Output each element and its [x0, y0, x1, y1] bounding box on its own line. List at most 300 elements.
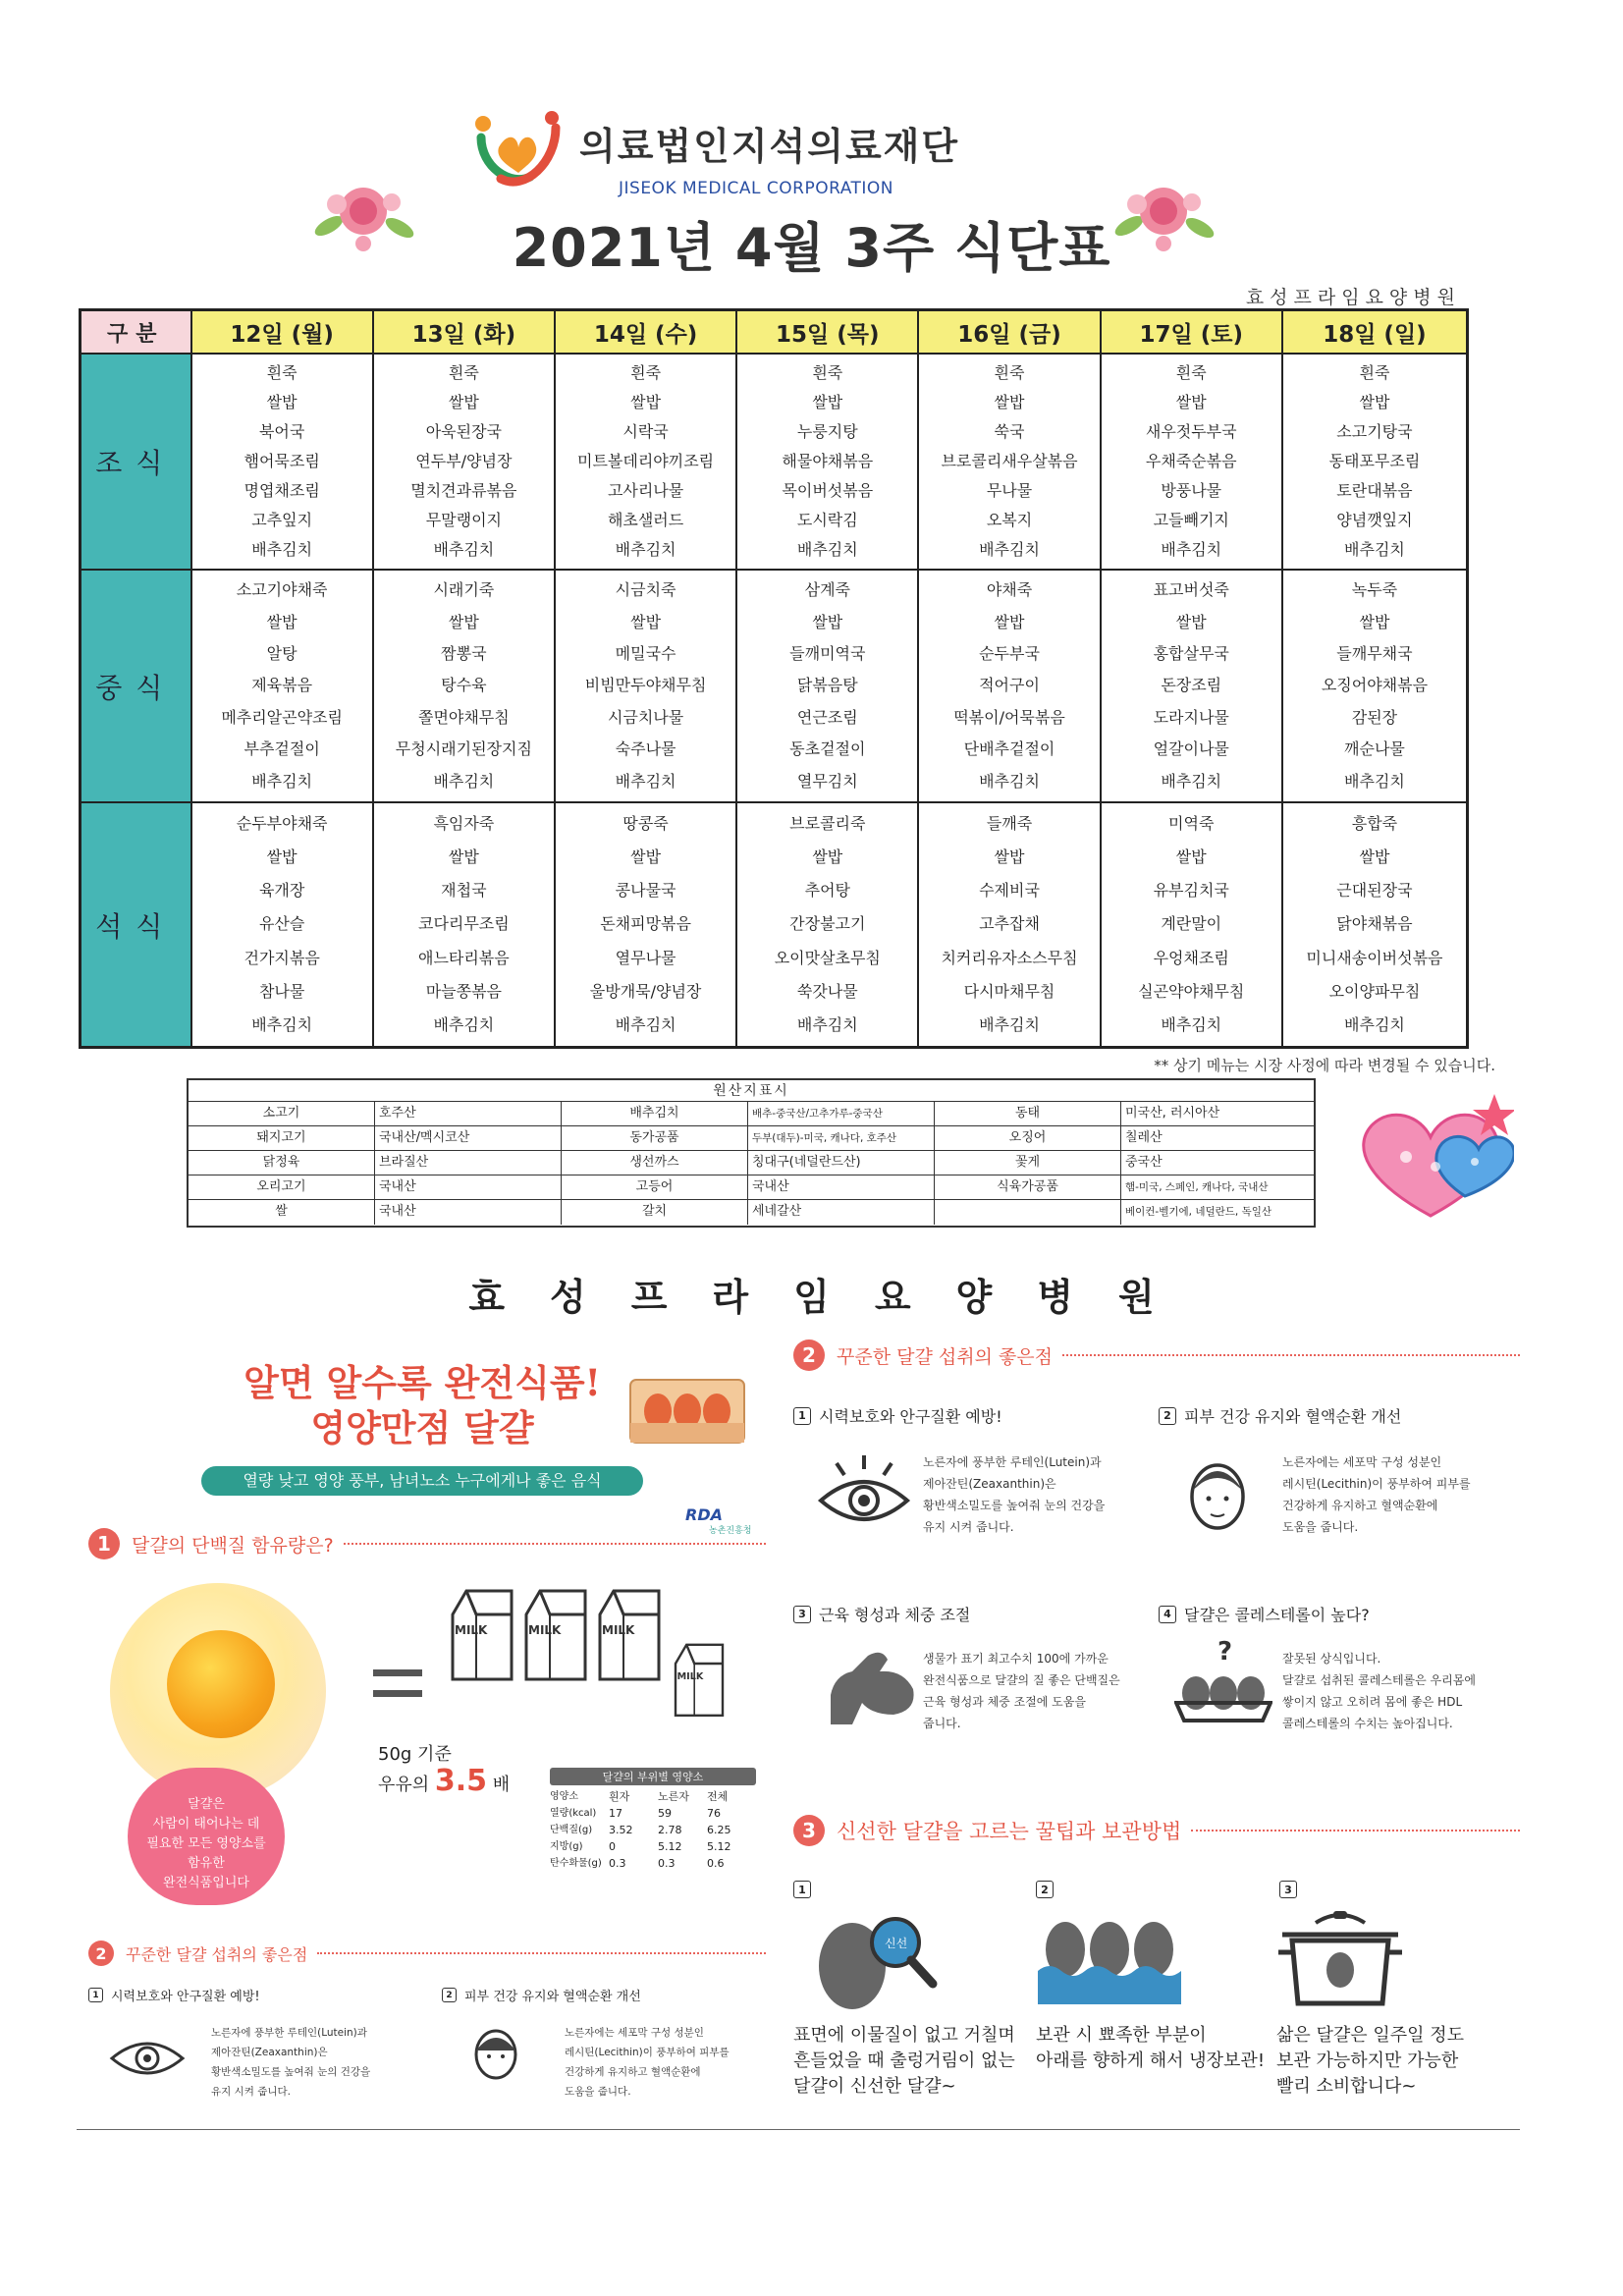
day-header: 16일 (금) — [919, 311, 1101, 353]
origin-item: 동태 — [935, 1102, 1121, 1126]
corner-label: 구분 — [81, 311, 192, 353]
menu-item: 방풍나물 — [1161, 481, 1222, 500]
menu-item: 쌀밥 — [994, 393, 1025, 411]
menu-item: 열무나물 — [615, 948, 676, 967]
menu-item: 다시마채무침 — [963, 981, 1055, 1001]
nutrition-row — [550, 1822, 756, 1838]
section-number: 3 — [793, 1815, 825, 1846]
menu-item: 순두부야채죽 — [236, 814, 328, 834]
menu-item: 우채죽순볶음 — [1145, 452, 1237, 470]
menu-item: 고들빼기지 — [1153, 511, 1229, 529]
menu-day-cell — [737, 355, 919, 569]
menu-item: 쌀밥 — [630, 847, 662, 867]
nutrition-row — [550, 1805, 756, 1822]
desc-line: 레시틴(Lecithin)이 풍부하여 피부를 — [1282, 1477, 1471, 1491]
menu-item: 오이맛살초무침 — [774, 948, 881, 967]
menu-item: 고추잡채 — [979, 914, 1040, 934]
section-title: 꾸준한 달걀 섭취의 좋은점 — [837, 1345, 1054, 1368]
menu-item: 배추김치 — [433, 540, 495, 559]
milk-carton-icon — [670, 1640, 729, 1719]
menu-item: 쌀밥 — [630, 393, 662, 411]
menu-item: 유산슬 — [258, 914, 305, 934]
nutrition-cell: 0.3 — [658, 1857, 676, 1870]
egg-headline-line1: 알면 알수록 완전식품! — [243, 1361, 601, 1404]
menu-item: 근대된장국 — [1336, 881, 1413, 901]
nutrition-cell: 59 — [658, 1807, 672, 1820]
nutrition-cell: 2.78 — [658, 1824, 682, 1836]
section-2-heading-left — [88, 1941, 766, 1966]
hearts-decoration-icon — [1347, 1088, 1514, 1226]
menu-item: 메밀국수 — [615, 644, 676, 664]
org-name-kr: 의료법인지석의료재단 — [579, 125, 960, 168]
menu-item: 홍합살무국 — [1153, 644, 1229, 664]
desc-line: 노른자에 풍부한 루테인(Lutein)과 — [211, 2027, 367, 2039]
section-number: 1 — [88, 1528, 120, 1559]
origin-item: 쌀 — [189, 1200, 375, 1225]
benefit-heading — [1159, 1404, 1401, 1427]
menu-item: 무나물 — [986, 481, 1033, 500]
menu-day-cell — [192, 355, 374, 569]
egg-carton-icon — [628, 1370, 746, 1449]
origin-item: 오리고기 — [189, 1175, 375, 1200]
menu-item: 흰죽 — [1175, 363, 1207, 382]
menu-item: 햄어묵조림 — [243, 452, 320, 470]
menu-item: 미트볼데리야끼조림 — [577, 452, 715, 470]
tip-line: 빨리 소비합니다~ — [1276, 2076, 1417, 2097]
meal-row-2 — [81, 803, 1466, 1046]
origin-country: 칭대구(네덜란드산) — [748, 1151, 935, 1175]
menu-item: 열무김치 — [796, 771, 858, 791]
benefit-title: 피부 건강 유지와 혈액순환 개선 — [1184, 1407, 1402, 1426]
menu-item: 아욱된장국 — [425, 422, 502, 441]
menu-day-cell — [1102, 571, 1283, 801]
menu-item: 시금치죽 — [615, 580, 676, 600]
eye-icon — [815, 1453, 913, 1532]
menu-item: 쌀밥 — [812, 612, 843, 631]
origin-country: 국내산 — [375, 1175, 562, 1200]
menu-item: 제육볶음 — [251, 676, 313, 695]
desc-line: 황반색소밀도를 높여줘 눈의 건강을 — [211, 2066, 371, 2078]
nutrition-cell: 0.3 — [609, 1857, 626, 1870]
egg-yolk-icon — [167, 1630, 275, 1738]
desc-line: 유지 시켜 줍니다. — [923, 1520, 1014, 1534]
menu-day-cell — [1283, 571, 1466, 801]
tip-line: 보관 가능하지만 가능한 — [1276, 2050, 1459, 2071]
tip-number: 1 — [793, 1881, 811, 1898]
origin-table — [187, 1078, 1316, 1228]
org-name-en: JISEOK MEDICAL CORPORATION — [619, 179, 894, 198]
menu-item: 수제비국 — [979, 881, 1040, 901]
menu-item: 흰죽 — [448, 363, 479, 382]
menu-item: 쌀밥 — [994, 847, 1025, 867]
origin-item: 닭정육 — [189, 1151, 375, 1175]
menu-item: 알탕 — [266, 644, 298, 664]
nutrition-cell: 5.12 — [658, 1840, 682, 1853]
nutrition-row — [550, 1838, 756, 1855]
menu-day-cell — [556, 803, 737, 1046]
nutrition-cell: 76 — [707, 1807, 721, 1820]
bubble-line: 완전식품입니다 — [163, 1876, 249, 1890]
benefit-number: 1 — [88, 1988, 103, 2002]
menu-item: 들깨죽 — [986, 814, 1033, 834]
menu-item: 브로콜리죽 — [789, 814, 866, 834]
menu-item: 배추김치 — [1344, 771, 1405, 791]
boiling-pot-icon — [1276, 1905, 1404, 2013]
menu-item: 들깨무채국 — [1336, 644, 1413, 664]
menu-item: 쌀밥 — [1359, 612, 1390, 631]
milk-label: MILK — [602, 1623, 635, 1637]
tip-line: 표면에 이물질이 없고 거칠며 — [793, 2025, 1015, 2046]
section-number: 2 — [793, 1339, 825, 1371]
menu-item: 얼갈이나물 — [1153, 739, 1229, 759]
bubble-line: 필요한 모든 영양소를 — [146, 1836, 266, 1851]
tip-text-2 — [1036, 2023, 1265, 2074]
nutrition-header-cell: 흰자 — [609, 1790, 630, 1803]
nutrition-cell: 지방(g) — [550, 1841, 583, 1852]
benefit-heading — [442, 1986, 641, 2004]
day-header: 12일 (월) — [192, 311, 374, 353]
menu-item: 쌀밥 — [448, 393, 479, 411]
menu-item: 흰죽 — [266, 363, 298, 382]
menu-item: 흑임자죽 — [433, 814, 495, 834]
origin-country: 호주산 — [375, 1102, 562, 1126]
menu-item: 도라지나물 — [1153, 707, 1229, 727]
benefit-heading — [793, 1404, 1002, 1427]
menu-item: 배추김치 — [251, 540, 313, 559]
nutrition-cell: 5.12 — [707, 1840, 731, 1853]
day-header: 14일 (수) — [556, 311, 737, 353]
nutrition-cell: 탄수화물(g) — [550, 1858, 602, 1869]
menu-item: 배추김치 — [615, 1014, 676, 1034]
origin-item: 돼지고기 — [189, 1126, 375, 1151]
origin-country: 미국산, 러시아산 — [1121, 1102, 1314, 1126]
desc-line: 생물가 표기 최고수치 100에 가까운 — [923, 1652, 1109, 1666]
menu-day-cell — [192, 803, 374, 1046]
section-divider — [1062, 1354, 1520, 1356]
benefit-description-2 — [1282, 1451, 1471, 1538]
menu-item: 배추김치 — [796, 540, 858, 559]
nutrition-cell: 0 — [609, 1840, 616, 1853]
menu-header-row — [81, 311, 1466, 355]
meal-label: 중식 — [81, 571, 192, 801]
menu-item: 쌀밥 — [812, 847, 843, 867]
menu-day-cell — [374, 571, 556, 801]
menu-item: 탕수육 — [441, 676, 487, 695]
tip-number: 3 — [1279, 1881, 1297, 1898]
menu-item: 흰죽 — [994, 363, 1025, 382]
menu-item: 계란말이 — [1161, 914, 1222, 934]
menu-item: 누룽지탕 — [796, 422, 858, 441]
menu-item: 배추김치 — [979, 540, 1040, 559]
meal-label: 조식 — [81, 355, 192, 569]
menu-item: 부추겉절이 — [243, 739, 320, 759]
origin-country: 중국산 — [1121, 1151, 1314, 1175]
menu-item: 토란대볶음 — [1336, 481, 1413, 500]
origin-item: 꽃게 — [935, 1151, 1121, 1175]
milk-base-label: 50g 기준 — [378, 1744, 452, 1765]
menu-day-cell — [919, 355, 1101, 569]
desc-line: 황반색소밀도를 높여줘 눈의 건강을 — [923, 1499, 1106, 1512]
menu-item: 참나물 — [258, 981, 305, 1001]
tip-line: 아래를 향하게 해서 냉장보관! — [1036, 2050, 1266, 2071]
meal-row-0 — [81, 355, 1466, 571]
desc-line: 레시틴(Lecithin)이 풍부하여 피부를 — [565, 2047, 730, 2058]
menu-day-cell — [1102, 355, 1283, 569]
menu-item: 메추리알곤약조림 — [221, 707, 343, 727]
menu-day-cell — [737, 803, 919, 1046]
desc-line: 제아잔틴(Zeaxanthin)은 — [923, 1477, 1056, 1491]
menu-item: 쫄면야채무침 — [417, 707, 510, 727]
menu-item: 재첩국 — [441, 881, 487, 901]
menu-item: 돈장조림 — [1161, 676, 1222, 695]
benefit-number: 2 — [442, 1988, 457, 2002]
nutrition-cell: 열량(kcal) — [550, 1808, 597, 1819]
menu-item: 쑥국 — [994, 422, 1025, 441]
nutrition-header-cell: 영양소 — [550, 1791, 578, 1802]
nutrition-cell: 17 — [609, 1807, 622, 1820]
menu-item: 배추김치 — [251, 771, 313, 791]
nutrition-title: 달걀의 부위별 영양소 — [550, 1768, 756, 1785]
equals-icon — [373, 1669, 422, 1697]
menu-item: 우엉채조림 — [1153, 948, 1229, 967]
menu-item: 소고기탕국 — [1336, 422, 1413, 441]
desc-line: 노른자에는 세포막 구성 성분인 — [565, 2027, 704, 2039]
menu-day-cell — [919, 571, 1101, 801]
face-icon — [1178, 1451, 1257, 1540]
menu-item: 적어구이 — [979, 676, 1040, 695]
benefit-description-left-1 — [211, 2023, 370, 2102]
benefit-number: 4 — [1159, 1606, 1176, 1623]
desc-line: 제아잔틴(Zeaxanthin)은 — [211, 2047, 328, 2058]
menu-item: 추어탕 — [804, 881, 850, 901]
origin-country: 베이컨-벨기에, 네덜란드, 독일산 — [1125, 1206, 1271, 1218]
menu-item: 유부김치국 — [1153, 881, 1229, 901]
desc-line: 도움을 줍니다. — [1282, 1520, 1359, 1534]
menu-item: 소고기야채죽 — [236, 580, 328, 600]
menu-item: 마늘쫑볶음 — [425, 981, 502, 1001]
day-header: 17일 (토) — [1102, 311, 1283, 353]
magnifier-egg-icon — [805, 1905, 943, 2013]
menu-item: 단배추겉절이 — [963, 739, 1055, 759]
bubble-line: 함유한 — [188, 1856, 225, 1871]
origin-country: 칠레산 — [1121, 1126, 1314, 1151]
menu-item: 연두부/양념장 — [415, 452, 513, 470]
section-title: 꾸준한 달걀 섭취의 좋은점 — [126, 1944, 308, 1964]
origin-country: 배추-중국산/고추가루-중국산 — [748, 1102, 935, 1126]
milk-ratio — [378, 1764, 510, 1798]
section-divider — [344, 1543, 766, 1545]
desc-line: 근육 형성과 체중 조절에 도움을 — [923, 1695, 1086, 1709]
origin-country: 두부(대두)-미국, 캐나다, 호주산 — [748, 1126, 935, 1151]
day-header: 18일 (일) — [1283, 311, 1466, 353]
day-header: 15일 (목) — [737, 311, 919, 353]
desc-line: 달걀로 섭취된 콜레스테롤은 우리몸에 — [1282, 1673, 1476, 1687]
menu-item: 시래기죽 — [433, 580, 495, 600]
menu-item: 미역죽 — [1168, 814, 1215, 834]
menu-item: 배추김치 — [615, 771, 676, 791]
rda-logo: RDA — [685, 1505, 723, 1524]
page-title: 2021년 4월 3주 식단표 — [512, 217, 1111, 279]
menu-item: 비빔만두야채무침 — [584, 676, 707, 695]
desc-line: 잘못된 상식입니다. — [1282, 1652, 1381, 1666]
egg-fact-bubble — [128, 1768, 285, 1905]
origin-item: 오징어 — [935, 1126, 1121, 1151]
menu-item: 오이양파무침 — [1328, 981, 1421, 1001]
menu-item: 배추김치 — [1344, 1014, 1405, 1034]
origin-item: 식육가공품 — [935, 1175, 1121, 1200]
benefit-description-left-2 — [565, 2023, 730, 2102]
tip-text-1 — [793, 2023, 1015, 2100]
face-icon — [466, 2023, 525, 2086]
menu-day-cell — [374, 355, 556, 569]
menu-item: 시금치나물 — [607, 707, 684, 727]
menu-item: 육개장 — [258, 881, 305, 901]
nutrition-header-cell: 노른자 — [658, 1790, 689, 1803]
menu-table — [79, 308, 1469, 1049]
menu-item: 멸치견과류볶음 — [410, 481, 517, 500]
menu-item: 건가지볶음 — [243, 948, 320, 967]
milk-carton-icon — [594, 1585, 665, 1683]
menu-item: 쌀밥 — [994, 612, 1025, 631]
menu-item: 콩나물국 — [615, 881, 676, 901]
origin-country: 세네갈산 — [748, 1200, 935, 1225]
menu-note: ** 상기 메뉴는 시장 사정에 따라 변경될 수 있습니다. — [1154, 1057, 1495, 1074]
origin-item: 갈치 — [562, 1200, 748, 1225]
desc-line: 유지 시켜 줍니다. — [211, 2086, 292, 2098]
benefit-number: 1 — [793, 1407, 811, 1425]
menu-item: 무청시래기된장지짐 — [395, 739, 532, 759]
menu-day-cell — [1283, 355, 1466, 569]
meal-label: 석식 — [81, 803, 192, 1046]
benefit-description-1 — [923, 1451, 1105, 1538]
menu-item: 표고버섯죽 — [1153, 580, 1229, 600]
milk-label: MILK — [455, 1623, 488, 1637]
section-divider — [317, 1952, 766, 1954]
menu-item: 깨순나물 — [1344, 739, 1405, 759]
menu-item: 흥합죽 — [1351, 814, 1398, 834]
bubble-line: 사람이 태어나는 데 — [152, 1817, 260, 1831]
menu-item: 감된장 — [1351, 707, 1398, 727]
menu-day-cell — [737, 571, 919, 801]
benefit-number: 3 — [793, 1606, 811, 1623]
menu-item: 흰죽 — [630, 363, 662, 382]
menu-day-cell — [919, 803, 1101, 1046]
origin-item: 생선까스 — [562, 1151, 748, 1175]
origin-country: 브라질산 — [375, 1151, 562, 1175]
rda-subtitle: 농촌진흥청 — [709, 1526, 752, 1536]
benefit-title: 피부 건강 유지와 혈액순환 개선 — [464, 1990, 641, 2004]
question-eggs-icon — [1174, 1638, 1272, 1724]
benefit-description-4 — [1282, 1648, 1476, 1734]
menu-item: 쌀밥 — [1175, 847, 1207, 867]
menu-item: 쌀밥 — [630, 612, 662, 631]
section-number: 2 — [88, 1941, 114, 1966]
menu-item: 배추김치 — [1161, 1014, 1222, 1034]
menu-item: 브로콜리새우살볶음 — [941, 452, 1078, 470]
menu-item: 야채죽 — [986, 580, 1033, 600]
milk-label: MILK — [676, 1671, 704, 1682]
menu-item: 배추김치 — [979, 771, 1040, 791]
menu-item: 치커리유자소스무침 — [941, 948, 1078, 967]
eggs-storage-icon — [1036, 1910, 1183, 2008]
section-2-heading — [793, 1339, 1520, 1371]
menu-item: 쌀밥 — [448, 612, 479, 631]
menu-day-cell — [1102, 803, 1283, 1046]
nutrition-cell: 0.6 — [707, 1857, 725, 1870]
menu-item: 해물야채볶음 — [782, 452, 874, 470]
menu-day-cell — [374, 803, 556, 1046]
menu-day-cell — [1283, 803, 1466, 1046]
desc-line: 도움을 줍니다. — [565, 2086, 631, 2098]
menu-item: 배추김치 — [979, 1014, 1040, 1034]
desc-line: 건강하게 유지하고 혈액순환에 — [565, 2066, 701, 2078]
egg-headline-line2: 영양만점 달걀 — [310, 1406, 534, 1449]
menu-item: 배추김치 — [433, 771, 495, 791]
nutrition-cell: 3.52 — [609, 1824, 633, 1836]
desc-line: 완전식품으로 달걀의 질 좋은 단백질은 — [923, 1673, 1120, 1687]
menu-item: 돈채피망볶음 — [600, 914, 691, 934]
origin-item: 배추김치 — [562, 1102, 748, 1126]
nutrition-cell: 6.25 — [707, 1824, 731, 1836]
menu-item: 양념깻잎지 — [1336, 511, 1413, 529]
origin-country: 국내산 — [375, 1200, 562, 1225]
menu-item: 새우젓두부국 — [1145, 422, 1237, 441]
benefit-title: 달걀은 콜레스테롤이 높다? — [1184, 1606, 1370, 1624]
origin-item: 고등어 — [562, 1175, 748, 1200]
menu-item: 흰죽 — [812, 363, 843, 382]
origin-title: 원산지표시 — [189, 1080, 1314, 1102]
bubble-line: 달걀은 — [188, 1797, 225, 1812]
menu-item: 코다리무조림 — [417, 914, 510, 934]
nutrition-header-cell: 전체 — [707, 1790, 729, 1803]
origin-country: 국내산/멕시코산 — [375, 1126, 562, 1151]
menu-item: 닭볶음탕 — [796, 676, 858, 695]
benefit-title: 시력보호와 안구질환 예방! — [819, 1407, 1002, 1426]
menu-item: 해초샐러드 — [607, 511, 684, 529]
nutrition-header — [550, 1788, 756, 1805]
desc-line: 건강하게 유지하고 혈액순환에 — [1282, 1499, 1438, 1512]
menu-item: 실곤약야채무침 — [1138, 981, 1245, 1001]
menu-item: 배추김치 — [1161, 540, 1222, 559]
tip-number: 2 — [1036, 1881, 1054, 1898]
section-title: 신선한 달걀을 고르는 꿀팁과 보관방법 — [837, 1820, 1182, 1843]
hospital-name-small: 효성프라임요양병원 — [1245, 287, 1461, 308]
menu-item: 배추김치 — [796, 1014, 858, 1034]
menu-item: 배추김치 — [251, 1014, 313, 1034]
menu-item: 배추김치 — [615, 540, 676, 559]
origin-country: 국내산 — [748, 1175, 935, 1200]
origin-item: 소고기 — [189, 1102, 375, 1126]
menu-item: 땅콩죽 — [622, 814, 669, 834]
tip-line: 달걀이 신선한 달걀~ — [793, 2076, 956, 2097]
tip-line: 삶은 달걀은 일주일 정도 — [1276, 2025, 1465, 2046]
menu-item: 닭야채볶음 — [1336, 914, 1413, 934]
benefit-description-3 — [923, 1648, 1120, 1734]
desc-line: 쌓이지 않고 오히려 몸에 좋은 HDL — [1282, 1695, 1463, 1709]
section-3-heading — [793, 1815, 1520, 1846]
menu-item: 간장불고기 — [789, 914, 866, 934]
milk-ratio-suffix: 배 — [492, 1775, 511, 1795]
menu-item: 쌀밥 — [266, 612, 298, 631]
origin-item — [935, 1200, 1121, 1225]
menu-item: 흰죽 — [1359, 363, 1390, 382]
org-logo-block — [471, 108, 982, 206]
menu-item: 녹두죽 — [1351, 580, 1398, 600]
muscle-arm-icon — [823, 1646, 921, 1728]
menu-item: 고추잎지 — [251, 511, 313, 529]
meal-row-1 — [81, 571, 1466, 803]
magnifier-text: 신선 — [885, 1937, 908, 1950]
